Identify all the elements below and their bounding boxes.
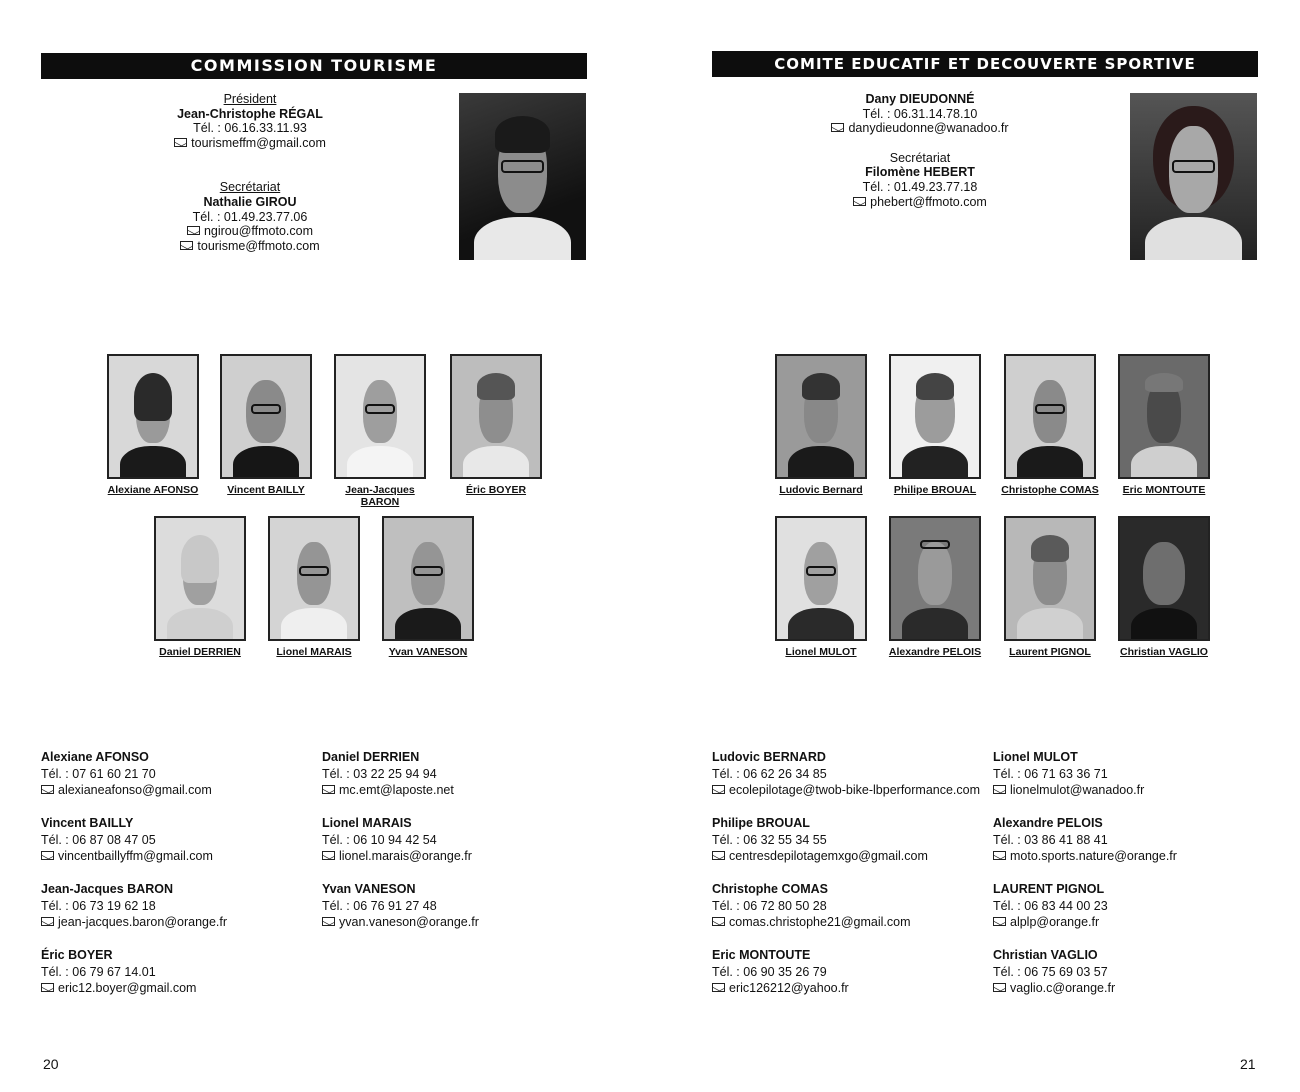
member-photo xyxy=(775,354,867,479)
contact-email[interactable]: centresdepilotagemxgo@gmail.com xyxy=(729,849,928,863)
member-photo xyxy=(107,354,199,479)
contact-email[interactable]: comas.christophe21@gmail.com xyxy=(729,915,911,929)
contact-email-row[interactable] xyxy=(41,914,341,931)
head-email-row[interactable] xyxy=(820,121,1020,136)
member-caption: Jean-Jacques BARON xyxy=(345,484,415,508)
commission-tourisme-title: COMMISSION TOURISME xyxy=(41,53,587,79)
mail-icon xyxy=(993,785,1006,794)
contact-entry xyxy=(712,815,1012,865)
contact-name: LAURENT PIGNOL xyxy=(993,882,1105,896)
contact-tel: Tél. : 06 32 55 34 55 xyxy=(712,832,827,847)
contact-email[interactable]: eric126212@yahoo.fr xyxy=(729,981,849,995)
contact-tel: Tél. : 07 61 60 21 70 xyxy=(41,766,156,781)
head-email[interactable]: danydieudonne@wanadoo.fr xyxy=(848,121,1009,136)
secretariat-tel-right: Tél. : 01.49.23.77.18 xyxy=(862,179,978,194)
contact-email[interactable]: yvan.vaneson@orange.fr xyxy=(339,915,479,929)
member-caption: Laurent PIGNOL xyxy=(1009,646,1091,658)
contact-name: Lionel MULOT xyxy=(993,750,1078,764)
contact-name: Christophe COMAS xyxy=(712,882,828,896)
contact-name: Christian VAGLIO xyxy=(993,948,1098,962)
contact-email[interactable]: alexianeafonso@gmail.com xyxy=(58,783,212,797)
contact-email[interactable]: lionelmulot@wanadoo.fr xyxy=(1010,783,1145,797)
member-caption: Alexiane AFONSO xyxy=(107,484,199,496)
contact-email-row[interactable] xyxy=(322,848,622,865)
contact-email-row[interactable] xyxy=(712,848,1012,865)
head-tel: Tél. : 06.31.14.78.10 xyxy=(862,106,978,121)
head-name: Dany DIEUDONNÉ xyxy=(865,92,975,106)
member-photo xyxy=(1118,516,1210,641)
member-photo xyxy=(1004,516,1096,641)
member-caption: Lionel MARAIS xyxy=(276,646,352,658)
head-photo xyxy=(1130,93,1257,260)
contact-email[interactable]: ecolepilotage@twob-bike-lbperformance.com xyxy=(729,783,981,797)
mail-icon xyxy=(712,851,725,860)
contact-email-row[interactable] xyxy=(41,848,341,865)
contact-tel: Tél. : 06 10 94 42 54 xyxy=(322,832,437,847)
president-tel: Tél. : 06.16.33.11.93 xyxy=(193,121,307,136)
contact-email-row[interactable] xyxy=(41,782,341,799)
member-photo xyxy=(334,354,426,479)
contact-entry xyxy=(41,881,341,931)
mail-icon xyxy=(41,917,54,926)
president-block xyxy=(150,92,350,253)
contact-email-row[interactable] xyxy=(41,980,341,997)
president-name: Jean-Christophe RÉGAL xyxy=(177,106,323,121)
member-caption: Philipe BROUAL xyxy=(893,484,977,496)
contact-email[interactable]: moto.sports.nature@orange.fr xyxy=(1010,849,1177,863)
contact-name: Philipe BROUAL xyxy=(712,816,810,830)
mail-icon xyxy=(993,851,1006,860)
secretariat-email-row-right[interactable] xyxy=(820,195,1020,210)
member-caption: Daniel DERRIEN xyxy=(159,646,241,658)
contact-email-row[interactable] xyxy=(712,914,1012,931)
mail-icon xyxy=(41,785,54,794)
contact-tel: Tél. : 06 73 19 62 18 xyxy=(41,898,156,913)
mail-icon xyxy=(187,226,200,235)
mail-icon xyxy=(180,241,193,250)
member-photo xyxy=(1118,354,1210,479)
contact-name: Alexandre PELOIS xyxy=(993,816,1103,830)
contact-name: Jean-Jacques BARON xyxy=(41,882,173,896)
mail-icon xyxy=(993,983,1006,992)
contact-entry xyxy=(993,749,1263,799)
secretariat-role-right: Secrétariat xyxy=(889,150,951,165)
contact-tel: Tél. : 03 86 41 88 41 xyxy=(993,832,1108,847)
member-photo xyxy=(775,516,867,641)
mail-icon xyxy=(712,785,725,794)
page-number-left: 20 xyxy=(43,1056,59,1072)
member-photo xyxy=(1004,354,1096,479)
member-photo xyxy=(154,516,246,641)
secretariat-email-row[interactable] xyxy=(150,224,350,239)
contact-name: Ludovic BERNARD xyxy=(712,750,826,764)
member-photo xyxy=(382,516,474,641)
contact-entry xyxy=(712,881,1012,931)
secretariat-email-row-2[interactable] xyxy=(150,239,350,254)
contact-name: Daniel DERRIEN xyxy=(322,750,420,764)
secretariat-email-right[interactable]: phebert@ffmoto.com xyxy=(870,194,987,209)
contact-name: Éric BOYER xyxy=(41,948,113,962)
contact-entry xyxy=(41,947,341,997)
secretariat-tel: Tél. : 01.49.23.77.06 xyxy=(192,209,308,224)
contact-email-row[interactable] xyxy=(993,914,1263,931)
secretariat-email-2[interactable]: tourisme@ffmoto.com xyxy=(197,238,320,253)
contact-entry xyxy=(322,815,622,865)
mail-icon xyxy=(174,138,187,147)
mail-icon xyxy=(322,785,335,794)
contact-name: Eric MONTOUTE xyxy=(712,948,811,962)
president-photo xyxy=(459,93,586,260)
member-photo xyxy=(220,354,312,479)
contact-email-row[interactable] xyxy=(712,782,1012,799)
mail-icon xyxy=(712,983,725,992)
president-role: Président xyxy=(223,92,277,106)
secretariat-name: Nathalie GIROU xyxy=(203,194,297,209)
contact-entry xyxy=(993,947,1263,997)
mail-icon xyxy=(41,983,54,992)
contact-tel: Tél. : 06 71 63 36 71 xyxy=(993,766,1108,781)
contact-tel: Tél. : 06 87 08 47 05 xyxy=(41,832,156,847)
contact-name: Lionel MARAIS xyxy=(322,816,412,830)
contact-tel: Tél. : 06 75 69 03 57 xyxy=(993,964,1108,979)
contact-name: Yvan VANESON xyxy=(322,882,416,896)
contact-email[interactable]: alplp@orange.fr xyxy=(1010,915,1100,929)
contact-email-row[interactable] xyxy=(322,914,622,931)
secretariat-role: Secrétariat xyxy=(219,180,281,195)
mail-icon xyxy=(993,917,1006,926)
head-block xyxy=(820,92,1020,209)
contact-tel: Tél. : 06 83 44 00 23 xyxy=(993,898,1108,913)
member-photo xyxy=(268,516,360,641)
member-caption: Eric MONTOUTE xyxy=(1122,484,1206,496)
contact-entry xyxy=(712,749,1012,799)
member-caption: Éric BOYER xyxy=(465,484,527,496)
member-caption: Lionel MULOT xyxy=(785,646,857,658)
comite-educatif-title: COMITE EDUCATIF ET DECOUVERTE SPORTIVE xyxy=(712,51,1258,77)
contact-email-row[interactable] xyxy=(993,848,1263,865)
contact-email-row[interactable] xyxy=(993,782,1263,799)
contact-entry xyxy=(993,815,1263,865)
contact-entry xyxy=(41,749,341,799)
mail-icon xyxy=(322,851,335,860)
contact-email-row[interactable] xyxy=(712,980,1012,997)
secretariat-email-1[interactable]: ngirou@ffmoto.com xyxy=(203,224,314,239)
member-caption: Christophe COMAS xyxy=(1001,484,1099,496)
contact-entry xyxy=(993,881,1263,931)
contact-email[interactable]: jean-jacques.baron@orange.fr xyxy=(58,915,228,929)
contact-email-row[interactable] xyxy=(322,782,622,799)
mail-icon xyxy=(712,917,725,926)
president-email[interactable]: tourismeffm@gmail.com xyxy=(191,135,326,150)
member-caption: Yvan VANESON xyxy=(388,646,468,658)
mail-icon xyxy=(831,123,844,132)
contact-tel: Tél. : 06 62 26 34 85 xyxy=(712,766,827,781)
member-caption: Ludovic Bernard xyxy=(779,484,863,496)
contact-name: Alexiane AFONSO xyxy=(41,750,149,764)
contact-name: Vincent BAILLY xyxy=(41,816,134,830)
contact-entry xyxy=(322,881,622,931)
member-photo xyxy=(889,354,981,479)
contact-tel: Tél. : 03 22 25 94 94 xyxy=(322,766,437,781)
member-photo xyxy=(889,516,981,641)
mail-icon xyxy=(322,917,335,926)
contact-tel: Tél. : 06 90 35 26 79 xyxy=(712,964,827,979)
member-photo xyxy=(450,354,542,479)
page-number-right: 21 xyxy=(1240,1056,1256,1072)
member-caption: Alexandre PELOIS xyxy=(888,646,982,658)
contact-tel: Tél. : 06 79 67 14.01 xyxy=(41,964,156,979)
president-email-row[interactable] xyxy=(150,136,350,151)
contact-email-row[interactable] xyxy=(993,980,1263,997)
secretariat-name-right: Filomène HEBERT xyxy=(865,165,975,180)
contact-email[interactable]: vaglio.c@orange.fr xyxy=(1010,981,1116,995)
contact-email[interactable]: mc.emt@laposte.net xyxy=(339,783,454,797)
contact-entry xyxy=(41,815,341,865)
contact-email[interactable]: vincentbaillyffm@gmail.com xyxy=(58,849,213,863)
contact-email[interactable]: lionel.marais@orange.fr xyxy=(339,849,472,863)
contact-tel: Tél. : 06 72 80 50 28 xyxy=(712,898,827,913)
member-caption: Christian VAGLIO xyxy=(1120,646,1208,658)
contact-tel: Tél. : 06 76 91 27 48 xyxy=(322,898,437,913)
member-caption: Vincent BAILLY xyxy=(227,484,305,496)
mail-icon xyxy=(41,851,54,860)
mail-icon xyxy=(853,197,866,206)
contact-email[interactable]: eric12.boyer@gmail.com xyxy=(58,981,197,995)
contact-entry xyxy=(322,749,622,799)
contact-entry xyxy=(712,947,1012,997)
